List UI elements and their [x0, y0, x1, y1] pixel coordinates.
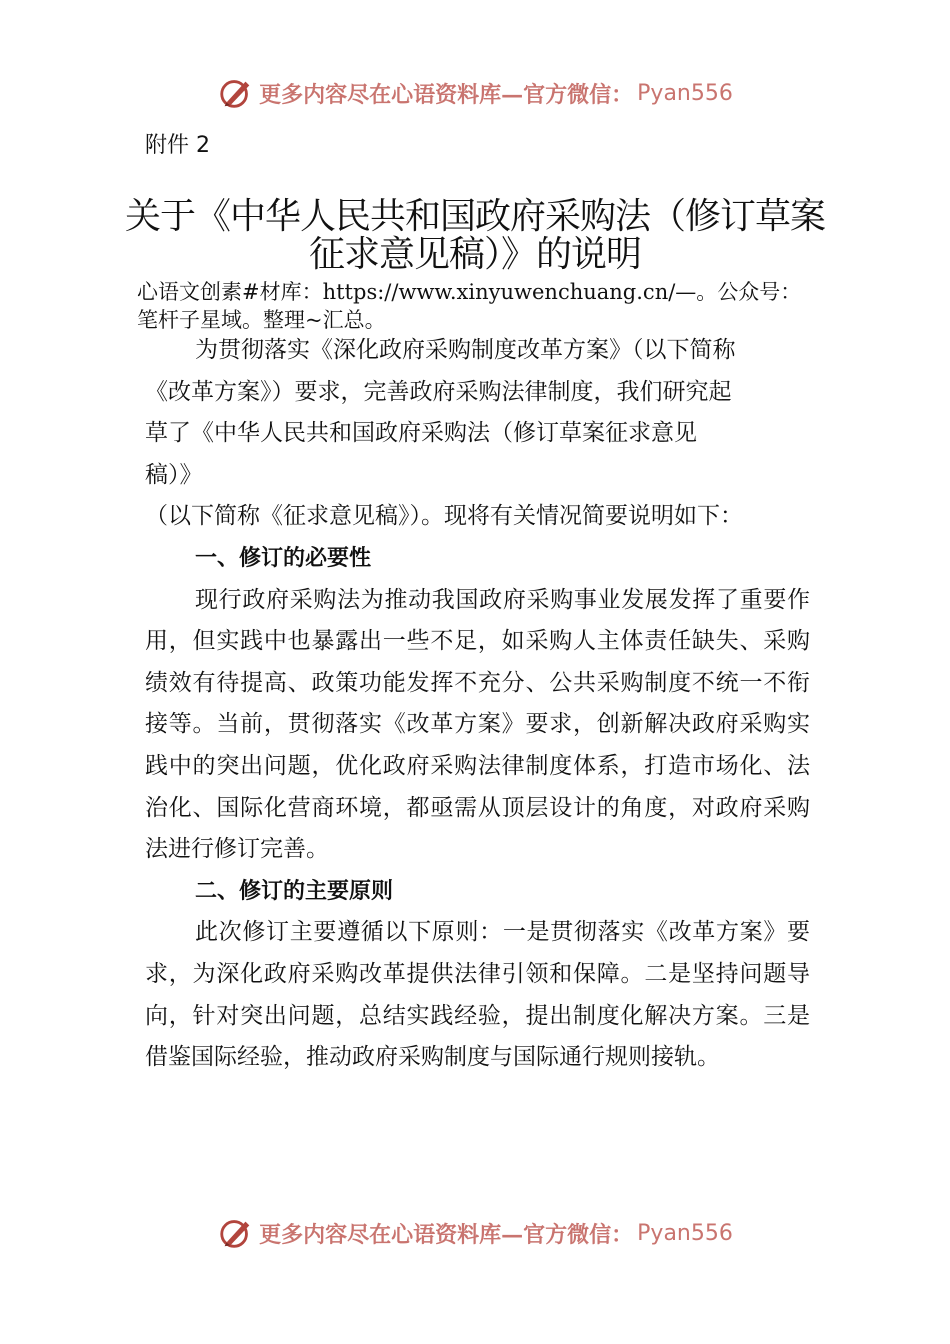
- intro-line: 《改革方案》）要求，完善政府采购法律制度，我们研究起: [145, 378, 732, 405]
- section-paragraph-1: 现行政府采购法为推动我国政府采购事业发展发挥了重要作用，但实践中也暴露出一些不足，如采购人主体责任缺失、采购绩效有待提高、政策功能发挥不充分、公共采购制度不统一不衔接等。当前，贯彻落实《改革方案》要求，创新解决政府采购实践中的突出问题，优化政府采购法律制度体系，打造市场化、法治化、国际化营商环境，都亟需从顶层设计的角度，对政府采购法进行修订完善。: [145, 586, 810, 863]
- pen-logo-icon: [217, 1214, 255, 1252]
- attachment-label: 附件 2: [145, 133, 210, 158]
- watermark-banner-top: [0, 68, 950, 118]
- intro-line: 草了《中华人民共和国政府采购法（修订草案征求意见: [145, 420, 697, 447]
- intro-line: 为贯彻落实《深化政府采购制度改革方案》（以下简称: [195, 337, 736, 363]
- watermark-banner-bottom: [0, 1208, 950, 1258]
- source-line: 心语文创素#材库：https://www.xinyuwenchuang.cn/—。公众号：笔杆子星域。整理~汇总。: [137, 280, 802, 332]
- banner-text: 更多内容尽在心语资料库—官方微信：: [259, 1221, 634, 1248]
- section-paragraph-2: 此次修订主要遵循以下原则：一是贯彻落实《改革方案》要求，为深化政府采购改革提供法律引领和保障。二是坚持问题导向，针对突出问题，总结实践经验，提出制度化解决方案。三是借鉴国际经验，推动政府采购制度与国际通行规则接轨。: [145, 919, 810, 1071]
- pen-logo-icon: [217, 74, 255, 112]
- banner-wechat-id: Pyan556: [637, 80, 733, 106]
- intro-line: （以下简称《征求意见稿》）。现将有关情况简要说明如下：: [145, 503, 743, 530]
- banner-wechat-id: Pyan556: [637, 1220, 733, 1246]
- section-heading-2: 二、修订的主要原则: [195, 878, 394, 904]
- section-heading-1: 一、修订的必要性: [195, 545, 372, 571]
- document-title: 关于《中华人民共和国政府采购法（修订草案征求意见稿）》的说明: [124, 196, 825, 275]
- banner-text: 更多内容尽在心语资料库—官方微信：: [259, 81, 634, 108]
- intro-line: 稿）》: [145, 461, 203, 488]
- document-body: [145, 330, 810, 1079]
